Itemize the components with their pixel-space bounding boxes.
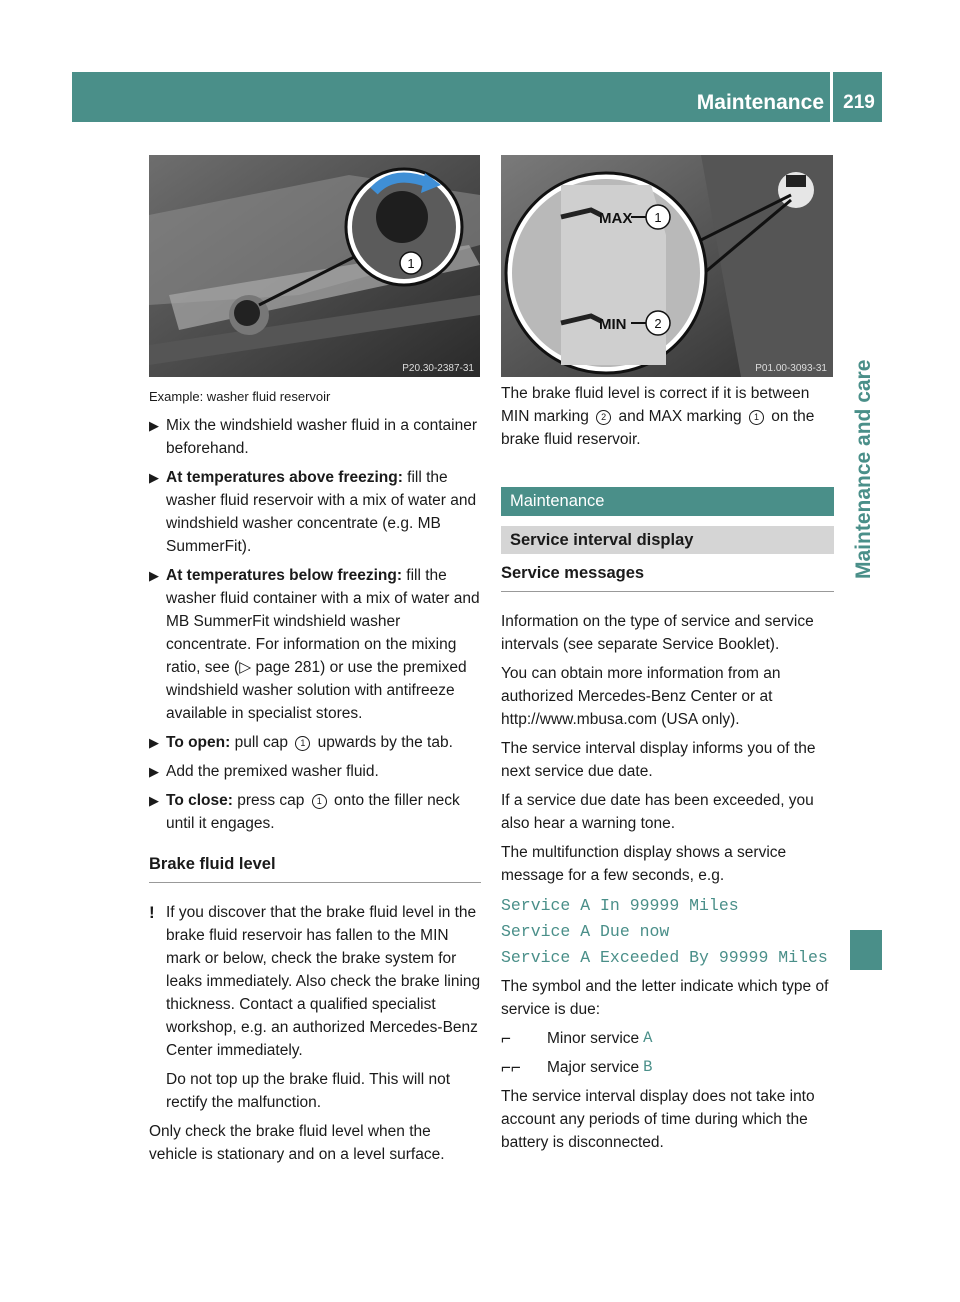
paragraph: If a service due date has been exceeded, you also hear a warning tone. <box>501 792 814 832</box>
brake-level-text: The brake fluid level is correct if it is between MIN marking 2 and MAX marking 1 on the brake fluid reservoir. <box>501 385 815 448</box>
photo-caption: Example: washer fluid reservoir <box>149 389 331 404</box>
washer-reservoir-photo <box>149 155 480 377</box>
major-service-row: ⌐⌐ Major service B <box>501 1058 653 1077</box>
step-arrow-icon: ▶ <box>149 764 159 779</box>
header-separator <box>830 72 833 122</box>
step-arrow-icon: ▶ <box>149 470 159 485</box>
callout-2-icon: 2 <box>596 410 611 425</box>
photo-code: P20.30-2387-31 <box>402 363 474 374</box>
warning-icon: ! <box>149 903 155 922</box>
right-column <box>501 382 834 1160</box>
photo-code: P01.00-3093-31 <box>755 363 827 374</box>
photo-callout-2: 2 <box>654 316 662 331</box>
callout-1-icon: 1 <box>749 410 764 425</box>
service-interval-bar: Service interval display <box>501 526 834 554</box>
max-label: MAX <box>599 210 633 227</box>
display-message: Service A Due now <box>501 922 670 941</box>
min-label: MIN <box>599 316 627 333</box>
display-message: Service A Exceeded By 99999 Miles <box>501 948 828 967</box>
step-arrow-icon: ▶ <box>149 793 159 808</box>
step-below-freezing: ▶ At temperatures below freezing: fill the washer fluid container with a mix of water and MB SummerFit windshield washer concentrate. For information on the mixing ratio, see (▷ page 281) or use the premixed windshield washer solution with antifreeze available in specialist stores. <box>149 564 481 725</box>
page-title: Maintenance <box>696 91 824 114</box>
callout-1-icon: 1 <box>295 736 310 751</box>
page-number: 219 <box>843 92 875 113</box>
paragraph: The service interval display does not take into account any periods of time during which the battery is disconnected. <box>501 1088 815 1151</box>
minor-service-row: ⌐ Minor service A <box>501 1029 653 1048</box>
maintenance-bar: Maintenance <box>501 487 834 516</box>
step-close: ▶ To close: press cap 1 onto the filler neck until it engages. <box>149 789 481 835</box>
brake-reservoir-photo <box>501 155 833 377</box>
page-ref-link[interactable]: ▷ page 281 <box>239 659 321 676</box>
brake-check-text: Only check the brake fluid level when the vehicle is stationary and on a level surface. <box>149 1123 445 1163</box>
display-message: Service A In 99999 Miles <box>501 896 739 915</box>
service-messages-heading: Service messages <box>501 562 834 592</box>
left-column <box>149 388 481 1172</box>
wrench-icon: ⌐ <box>501 1029 511 1048</box>
step-arrow-icon: ▶ <box>149 735 159 750</box>
paragraph: The symbol and the letter indicate which type of service is due: <box>501 978 829 1018</box>
step-mix: ▶ Mix the windshield washer fluid in a container beforehand. <box>149 414 481 460</box>
paragraph: The multifunction display shows a service message for a few seconds, e.g. <box>501 844 787 884</box>
step-add-fluid: ▶ Add the premixed washer fluid. <box>149 760 481 783</box>
double-wrench-icon: ⌐⌐ <box>501 1058 521 1077</box>
paragraph: Information on the type of service and service intervals (see separate Service Booklet). <box>501 613 814 653</box>
callout-1-icon: 1 <box>312 794 327 809</box>
step-open: ▶ To open: pull cap 1 upwards by the tab. <box>149 731 481 754</box>
brake-fluid-heading: Brake fluid level <box>149 853 481 883</box>
paragraph: The service interval display informs you of the next service due date. <box>501 740 816 780</box>
side-tab-label: Maintenance and care <box>852 360 875 580</box>
step-arrow-icon: ▶ <box>149 568 159 583</box>
warning-note: ! If you discover that the brake fluid level in the brake fluid reservoir has fallen to the MIN mark or below, check the brake system for leaks immediately. Also check the brake lining thickness. Contact a qualified specialist workshop, e.g. an authorized Mercedes-Benz Center immediately. Do not top up the brake fluid. This will not rectify the malfunction. <box>149 903 481 1111</box>
step-arrow-icon: ▶ <box>149 418 159 433</box>
photo-callout-1: 1 <box>407 256 415 271</box>
step-above-freezing: ▶ At temperatures above freezing: fill the washer fluid reservoir with a mix of water and windshield washer concentrate (e.g. MB SummerFit). <box>149 466 481 558</box>
photo-callout-1: 1 <box>654 210 662 225</box>
paragraph: You can obtain more information from an authorized Mercedes-Benz Center or at http://www.mbusa.com (USA only). <box>501 665 781 728</box>
side-tab-marker <box>850 930 882 970</box>
